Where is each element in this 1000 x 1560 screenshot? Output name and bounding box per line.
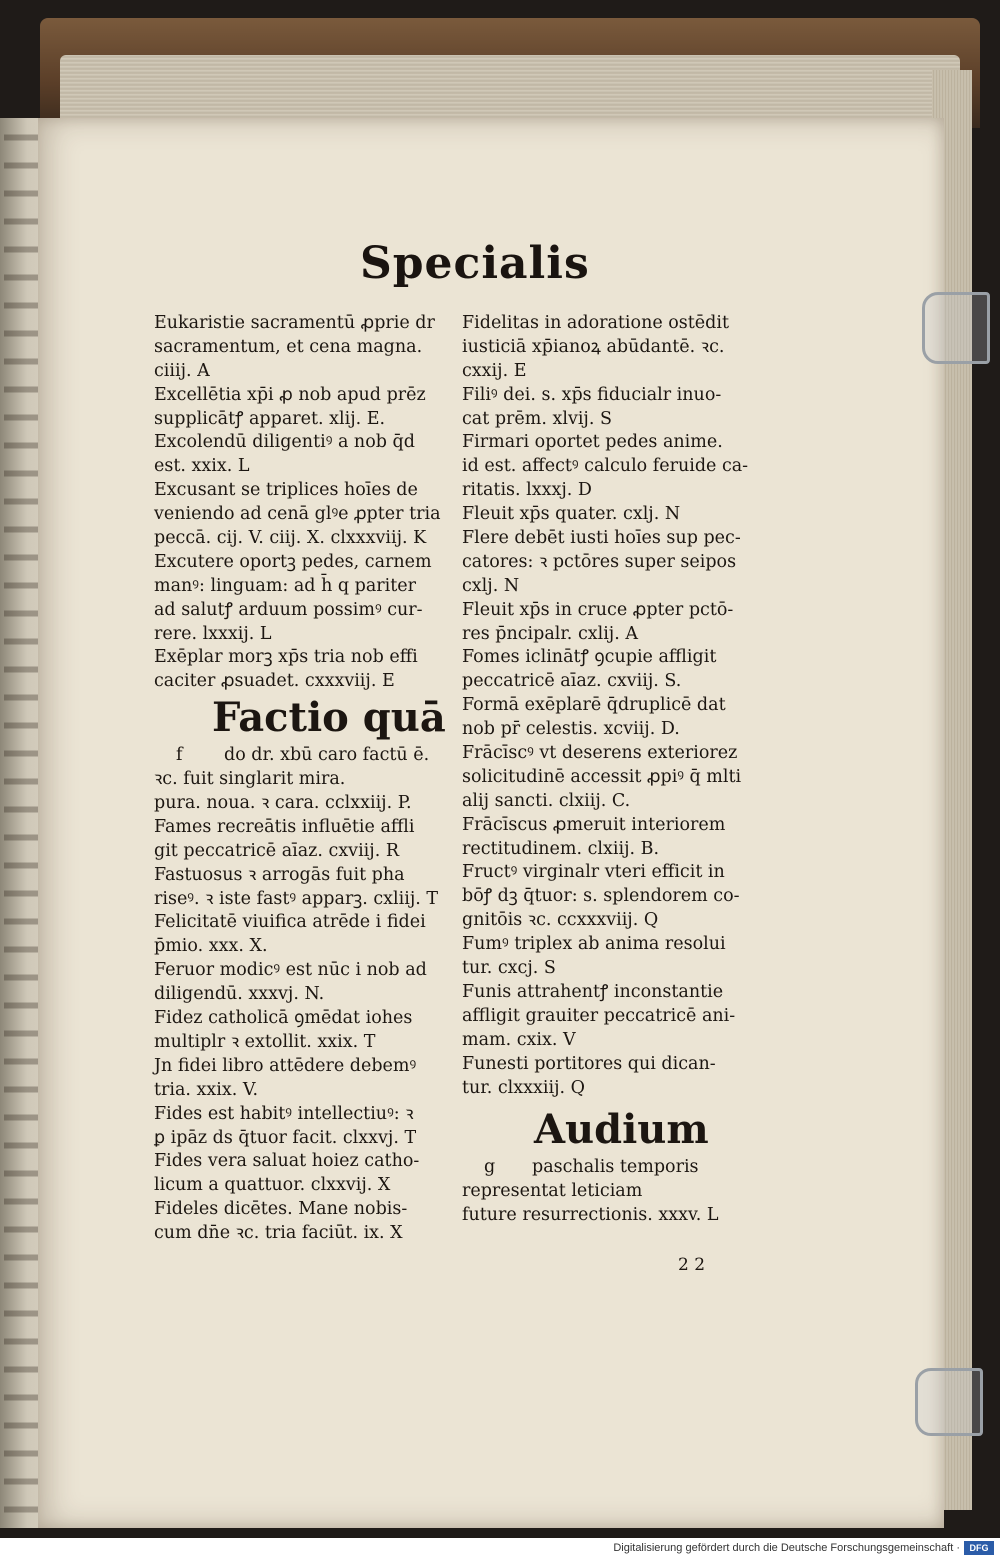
text-line: Frācīscus ꝓmeruit interiorem (462, 814, 726, 835)
text-line: cat prēm. xlvij. S (462, 408, 612, 429)
text-line: Formā exēplarē q̄druplicē dat (462, 695, 726, 716)
text-line: catores: ꝛ pctōres super seipos (462, 551, 737, 572)
text-line: tur. clxxxiij. Q (462, 1077, 585, 1098)
text-line: Feruor modicꝰ est nūc i nob ad (154, 960, 427, 981)
text-line: alij sancti. clxiij. C. (462, 790, 631, 811)
text-line: id est. affectꝰ calculo feruide ca- (462, 456, 749, 477)
text-line: git peccatricē aīaz. cxviij. R (154, 840, 399, 861)
left-column (154, 312, 454, 1246)
text-line: Fleuit xp̄s in cruce ꝓpter pctō- (462, 599, 734, 620)
initial-letter: g (484, 1157, 496, 1178)
text-line: tur. cxcj. S (462, 958, 556, 979)
text-line: caciter ꝓsuadet. cxxxviij. E (154, 671, 395, 692)
text-line: Fructꝰ virginalr vteri efficit in (462, 862, 725, 883)
text-line: ꝑ ipāz ds q̄tuor facit. clxxvj. T (154, 1127, 417, 1148)
text-line: Funesti portitores qui dican- (462, 1053, 716, 1074)
text-line (154, 744, 454, 768)
text-line: peccā. cij. V. ciij. X. clxxxviij. K (154, 528, 427, 549)
text-line: veniendo ad cenā glꝰe ꝓpter tria (154, 504, 441, 525)
text-line: Excutere oportꝫ pedes, carnem (154, 551, 432, 572)
text-line: est. xxix. L (154, 456, 250, 477)
text-line-content: do dr. xbū caro factū ē. (224, 745, 430, 766)
text-line: rere. lxxxij. L (154, 623, 272, 644)
text-line: manꝰ: linguam: ad h̄ q pariter (154, 575, 417, 596)
text-line: ritatis. lxxxj. D (462, 480, 592, 501)
text-line-content: paschalis temporis (532, 1157, 699, 1178)
text-line: Fleuit xp̄s quater. cxlj. N (462, 504, 681, 525)
text-line: res p̄ncipalr. cxlij. A (462, 623, 638, 644)
signature-mark: 2 2 (678, 1255, 706, 1275)
text-line: Eukaristie sacramentū ꝓprie dr (154, 313, 435, 333)
text-line: Fidelitas in adoratione ostēdit (462, 313, 729, 333)
text-line: Fidez catholicā ꝯmēdat iohes (154, 1008, 413, 1029)
initial-letter: f (176, 745, 183, 766)
text-line: solicitudinē accessit ꝓpiꝰ q̄ mlti (462, 766, 742, 787)
text-line: ciiij. A (154, 360, 210, 381)
text-line: Filiꝰ dei. s. xp̄s fiducialr inuo- (462, 384, 722, 405)
text-line: Excusant se triplices hoīes de (154, 480, 418, 501)
text-line: bōꝭ dꝫ q̄tuor: s. splendorem co- (462, 886, 740, 907)
section-heading-g: Audium (534, 1106, 709, 1154)
text-line: Exēplar morꝫ xp̄s tria nob effi (154, 647, 418, 668)
text-line: cum dn̄e ꝛc. tria faciūt. ix. X (154, 1223, 403, 1244)
text-line: Excolendū diligentiꝰ a nob q̄d (154, 432, 415, 453)
text-line: ad salutꝭ arduum possimꝰ cur- (154, 599, 423, 620)
text-line: sacramentum, et cena magna. (154, 336, 423, 357)
text-line: Fomes iclinātꝭ ꝯcupie affligit (462, 647, 717, 668)
text-line: supplicātꝭ apparet. xlij. E. (154, 408, 386, 429)
text-line: Excellētia xp̄i ꝓ nob apud prēz (154, 384, 426, 405)
page-clip-bottom (915, 1368, 983, 1436)
text-line: future resurrectionis. xxxv. L (462, 1205, 719, 1226)
text-line: ꝛc. fuit singlarit mira. (154, 769, 346, 790)
text-line: affligit grauiter peccatricē ani- (462, 1005, 736, 1026)
running-header: Specialis (360, 238, 590, 289)
text-line: Frācīscꝰ vt deserens exteriorez (462, 743, 738, 764)
text-line: Fames recreātis influētie affli (154, 816, 415, 837)
text-line: gnitōis ꝛc. ccxxxviij. Q (462, 910, 659, 931)
text-line: Jn fidei libro attēdere debemꝰ (154, 1055, 417, 1076)
footer-credit: Digitalisierung gefördert durch die Deutsche Forschungsgemeinschaft · (613, 1542, 960, 1554)
text-line: pura. noua. ꝛ cara. cclxxiij. P. (154, 793, 412, 814)
text-line: Fides est habitꝰ intellectiuꝰ: ꝛ (154, 1103, 414, 1124)
text-line: Fastuosus ꝛ arrogās fuit pha (154, 864, 405, 885)
text-line: peccatricē aīaz. cxviij. S. (462, 671, 682, 692)
text-line: Fides vera saluat hoiez catho- (154, 1151, 420, 1172)
right-column (462, 312, 762, 1228)
text-line: mam. cxix. V (462, 1029, 576, 1050)
text-line: diligendū. xxxvj. N. (154, 984, 325, 1005)
text-line: Fideles dicētes. Mane nobis- (154, 1199, 408, 1220)
text-line (462, 1156, 762, 1180)
text-line: cxxij. E (462, 360, 527, 381)
text-line: rectitudinem. clxiij. B. (462, 838, 660, 859)
page-clip-top (922, 292, 990, 364)
text-line: Funis attrahentꝭ inconstantie (462, 981, 724, 1002)
text-line: Felicitatē viuifica atrēde i fidei (154, 912, 426, 933)
footer-bar (0, 1538, 1000, 1560)
section-heading-f: Factio quā (212, 694, 446, 742)
text-line: tria. xxix. V. (154, 1079, 259, 1100)
text-line: iusticiā xp̄ianoꝝ abūdantē. ꝛc. (462, 336, 725, 357)
text-line: nob pr̄ celestis. xcviij. D. (462, 719, 680, 740)
text-line: riseꝰ. ꝛ iste fastꝰ apparꝫ. cxliij. T (154, 888, 439, 909)
text-line: licum a quattuor. clxxvij. X (154, 1175, 391, 1196)
dfg-logo-icon: DFG (964, 1541, 994, 1555)
text-line: p̄mio. xxx. X. (154, 936, 268, 957)
text-line: cxlj. N (462, 575, 520, 596)
text-line: Flere debēt iusti hoīes sup pec- (462, 528, 741, 549)
text-line: multiplr ꝛ extollit. xxix. T (154, 1031, 376, 1052)
text-line: Fumꝰ triplex ab anima resolui (462, 934, 726, 955)
text-line: Firmari oportet pedes anime. (462, 432, 723, 453)
text-line: representat leticiam (462, 1181, 643, 1202)
